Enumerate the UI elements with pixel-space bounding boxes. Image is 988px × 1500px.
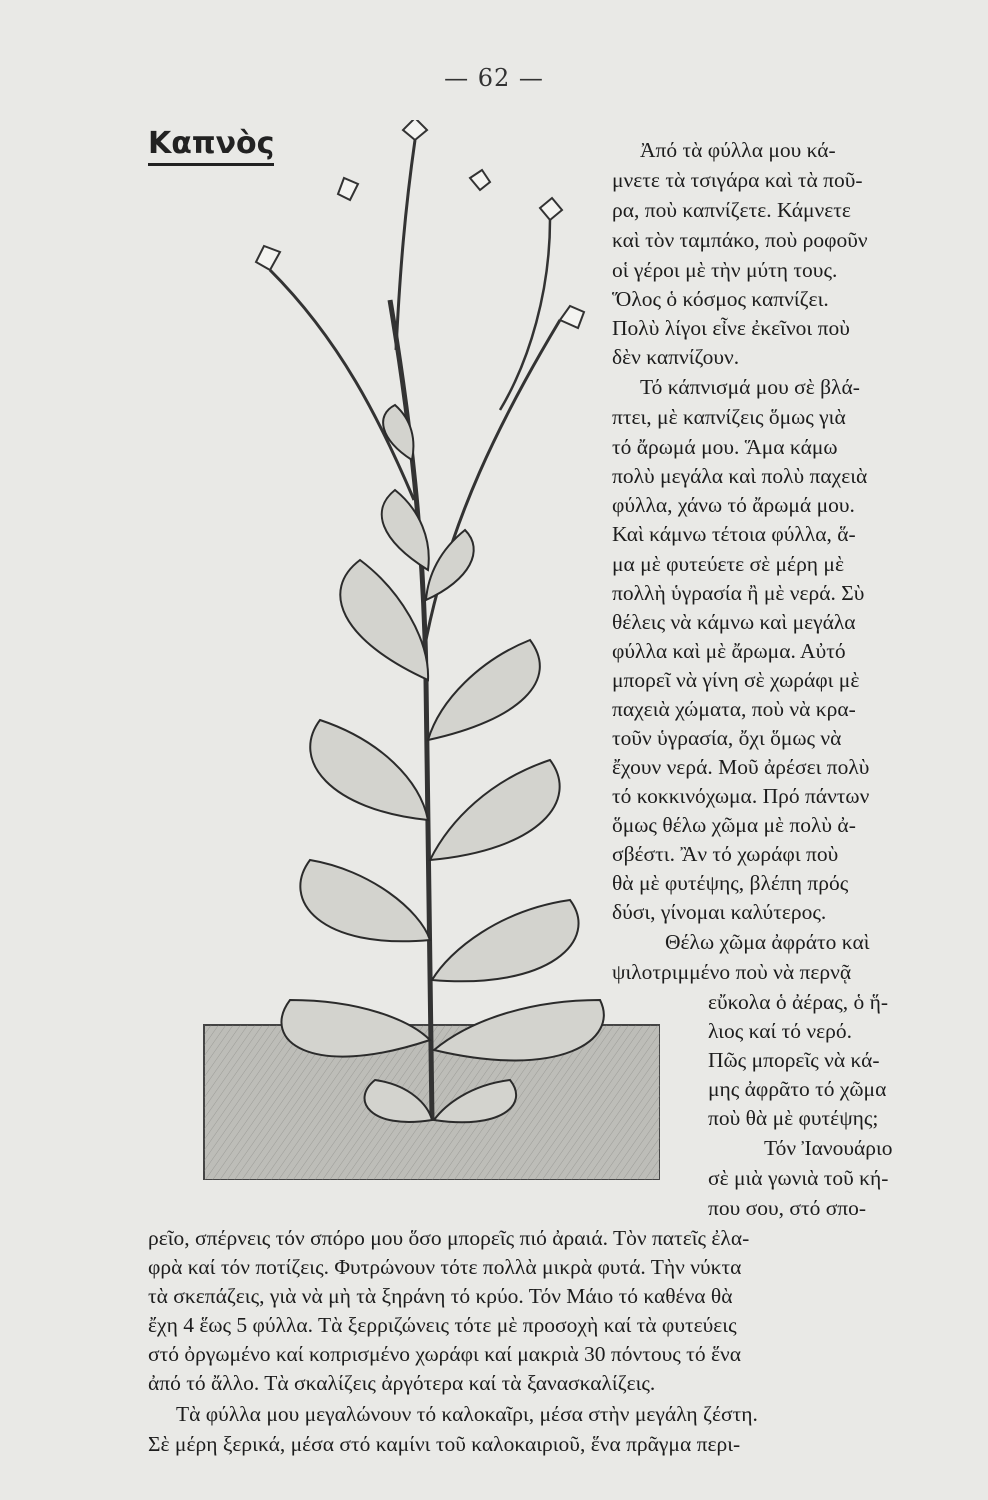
text-line: Σὲ μέρη ξερικά, μέσα στό καμίνι τοῦ καλοκαιριοῦ, ἕνα πρᾶγμα περι-	[148, 1432, 741, 1456]
text-line: μπορεῖ νὰ γίνη σὲ χωράφι μὲ	[612, 668, 860, 692]
text-line: ρεῖο, σπέρνεις τόν σπόρο μου ὅσο μπορεῖς πιό ἀραιά. Τὸν πατεῖς ἐλα-	[148, 1226, 750, 1250]
text-line: Πῶς μπορεῖς νὰ κά-	[708, 1048, 880, 1072]
text-line: Τό κάπνισμά μου σὲ βλά-	[640, 375, 860, 399]
text-line: ἔχουν νερά. Μοῦ ἀρέσει πολὺ	[612, 755, 870, 779]
text-line: τοῦν ὑγρασία, ὄχι ὅμως νὰ	[612, 726, 842, 750]
text-line: μα μὲ φυτεύετε σὲ μέρη μὲ	[612, 552, 844, 576]
text-line: μης ἀφρᾶτο τό χῶμα	[708, 1077, 887, 1101]
text-line: σβέστι. Ἂν τό χωράφι ποὺ	[612, 842, 839, 866]
text-line: ἀπό τό ἄλλο. Τὰ σκαλίζεις ἀργότερα καί τὰ ξανασκαλίζεις.	[148, 1371, 656, 1395]
text-line: φύλλα, χάνω τό ἄρωμά μου.	[612, 493, 855, 517]
text-line: παχειὰ χώματα, ποὺ νὰ κρα-	[612, 697, 856, 721]
text-line: στό ὀργωμένο καί κοπρισμένο χωράφι καί μακριὰ 30 πόντους τό ἕνα	[148, 1342, 741, 1366]
text-line: Ἀπό τὰ φύλλα μου κά-	[640, 138, 836, 162]
text-line: Τόν Ἰανουάριο	[764, 1136, 893, 1160]
text-line: τό κοκκινόχωμα. Πρό πάντων	[612, 784, 870, 808]
text-line: Ὅλος ὁ κόσμος καπνίζει.	[612, 287, 829, 311]
text-line: εὔκολα ὁ ἀέρας, ὁ ἥ-	[708, 990, 889, 1014]
text-line: δύσι, γίνομαι καλύτερος.	[612, 900, 827, 924]
text-line: πτει, μὲ καπνίζεις ὅμως γιὰ	[612, 405, 846, 429]
text-line: Καὶ κάμνω τέτοια φύλλα, ἅ-	[612, 522, 856, 546]
text-line: Τὰ φύλλα μου μεγαλώνουν τό καλοκαῖρι, μέσα στὴν μεγάλη ζέστη.	[176, 1402, 758, 1426]
text-line: που σου, στό σπο-	[708, 1196, 867, 1220]
text-line: ὅμως θέλω χῶμα μὲ πολὺ ἀ-	[612, 813, 856, 837]
plant-leaves	[281, 405, 603, 1122]
section-heading: Καπνὸς	[148, 126, 274, 166]
text-line: θέλεις νὰ κάμνω καὶ μεγάλα	[612, 610, 856, 634]
text-line: πολὺ μεγάλα καὶ πολὺ παχειὰ	[612, 464, 868, 488]
text-line: Θέλω χῶμα ἀφράτο καὶ	[665, 930, 870, 954]
tobacco-plant-icon	[200, 120, 660, 1180]
flower-cluster	[256, 120, 584, 328]
text-line: ποὺ θὰ μὲ φυτέψης;	[708, 1106, 879, 1130]
text-line: ψιλοτριμμένο ποὺ νὰ περνᾷ	[612, 960, 852, 984]
text-line: θὰ μὲ φυτέψης, βλέπη πρός	[612, 871, 849, 895]
text-line: μνετε τὰ τσιγάρα καὶ τὰ ποῦ-	[612, 168, 863, 192]
text-line: δὲν καπνίζουν.	[612, 345, 740, 369]
text-line: Πολὺ λίγοι εἶνε ἐκεῖνοι ποὺ	[612, 316, 850, 340]
text-line: φύλλα καὶ μὲ ἄρωμα. Αὐτό	[612, 639, 846, 663]
text-line: πολλὴ ὑγρασία ἢ μὲ νερά. Σὺ	[612, 581, 865, 605]
text-line: τό ἄρωμά μου. Ἅμα κάμω	[612, 435, 838, 459]
text-line: τὰ σκεπάζεις, γιὰ νὰ μὴ τὰ ξηράνη τό κρύο. Τόν Μάιο τό καθένα θὰ	[148, 1284, 733, 1308]
text-line: ρα, ποὺ καπνίζετε. Κάμνετε	[612, 198, 851, 222]
text-line: λιος καί τό νερό.	[708, 1019, 853, 1043]
text-line: φρὰ καί τόν ποτίζεις. Φυτρώνουν τότε πολλὰ μικρὰ φυτά. Τὴν νύκτα	[148, 1255, 742, 1279]
page-number: — 62 —	[444, 64, 544, 92]
text-line: καὶ τὸν ταμπάκο, ποὺ ροφοῦν	[612, 228, 868, 252]
text-line: οἱ γέροι μὲ τὴν μύτη τους.	[612, 258, 838, 282]
text-line: ἔχη 4 ἕως 5 φύλλα. Τὰ ξερριζώνεις τότε μὲ προσοχὴ καί τὰ φυτεύεις	[148, 1313, 737, 1337]
text-line: σὲ μιὰ γωνιὰ τοῦ κή-	[708, 1166, 889, 1190]
